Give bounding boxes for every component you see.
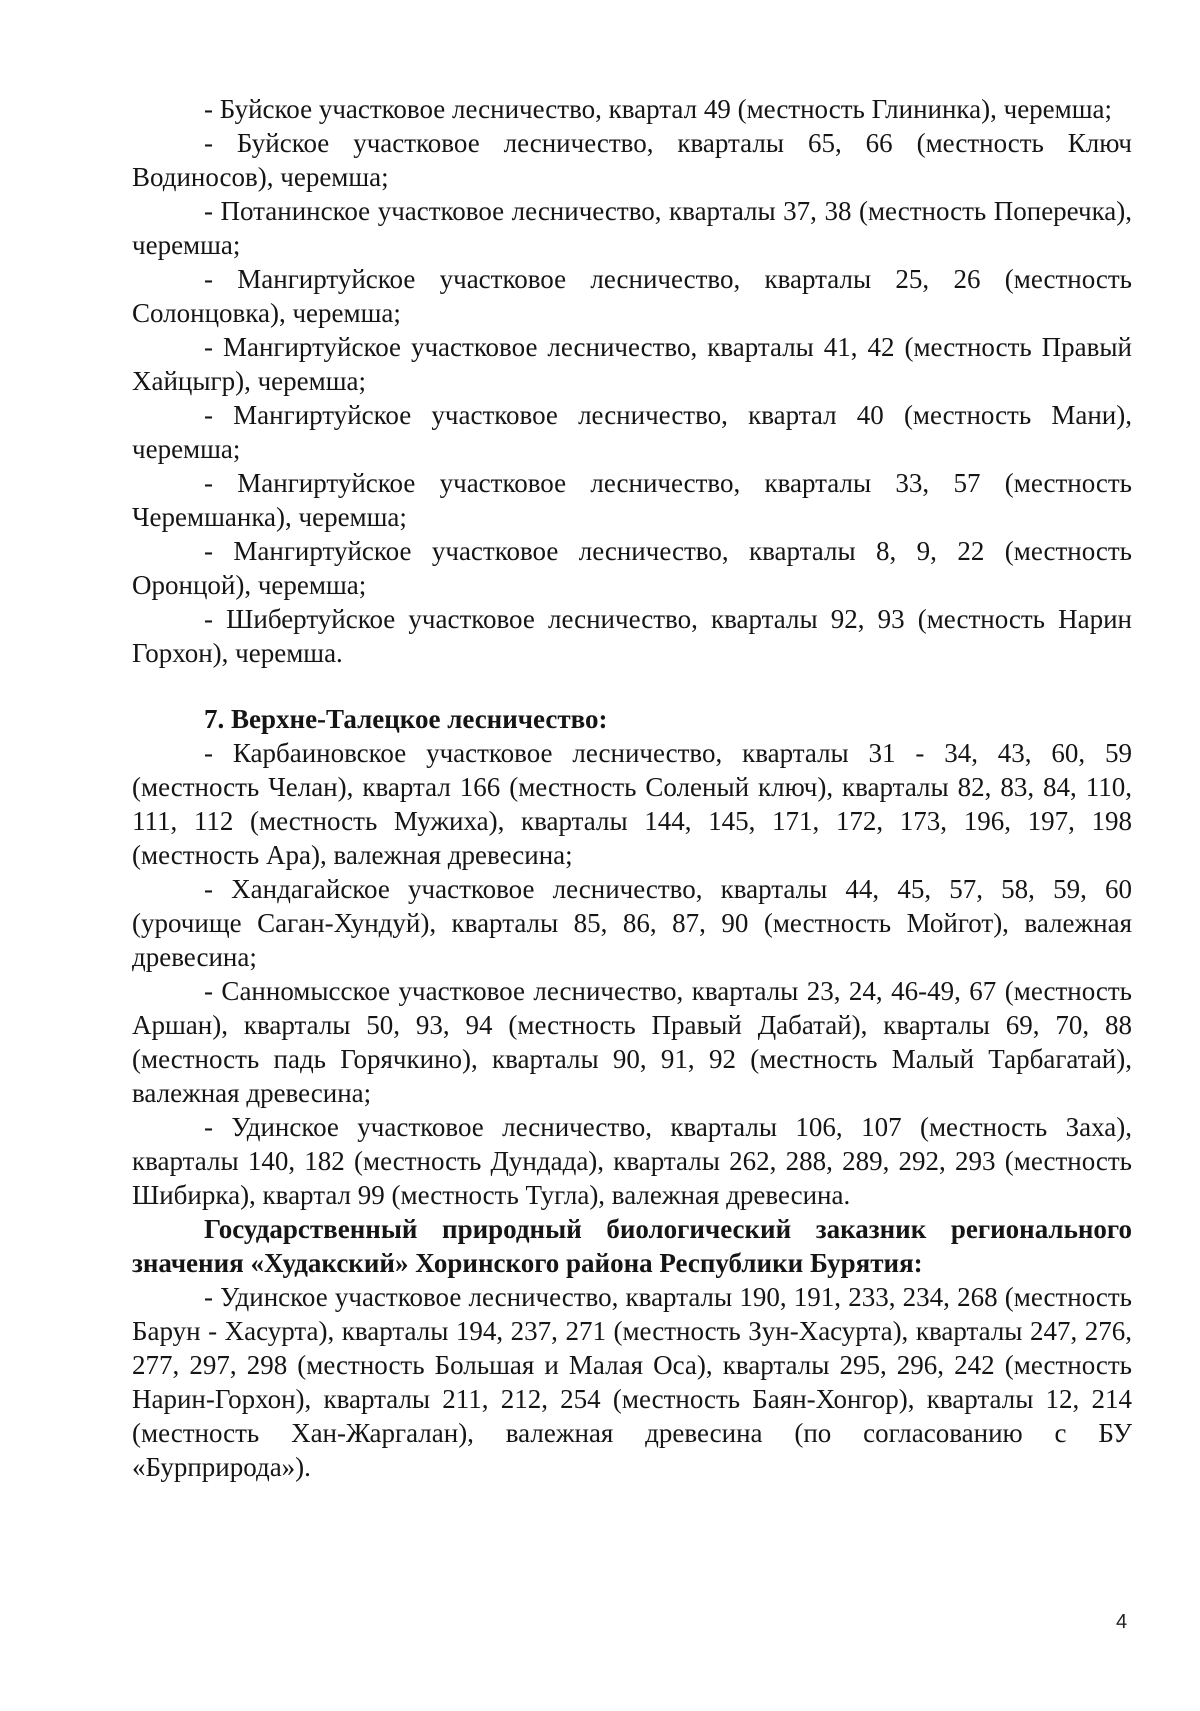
list-item: - Мангиртуйское участковое лесничество, кварталы 8, 9, 22 (местность Оронцой), черемша; xyxy=(132,536,1132,600)
reserve-heading: Государственный природный биологический заказник регионального значения «Худакский» Хоринского района Республики Бурятия: xyxy=(132,1214,1132,1278)
list-item: - Мангиртуйское участковое лесничество, квартал 40 (местность Мани), черемша; xyxy=(132,400,1132,464)
list-item: - Потанинское участковое лесничество, кварталы 37, 38 (местность Поперечка), черемша; xyxy=(132,196,1132,260)
list-item: - Шибертуйское участковое лесничество, кварталы 92, 93 (местность Нарин Горхон), черемша. xyxy=(132,604,1132,668)
list-item: - Мангиртуйское участковое лесничество, кварталы 25, 26 (местность Солонцовка), черемша; xyxy=(132,264,1132,328)
document-body xyxy=(132,92,1132,1484)
list-item: - Карбаиновское участковое лесничество, кварталы 31 - 34, 43, 60, 59 (местность Челан), квартал 166 (местность Соленый ключ), кварталы 82, 83, 84, 110, 111, 112 (местность Мужиха), кварталы 144, 145, 171, 172, 173, 196, 197, 198 (местность Ара), валежная древесина; xyxy=(132,738,1132,870)
list-item: - Буйское участковое лесничество, кварталы 65, 66 (местность Ключ Водиносов), черемша; xyxy=(132,128,1132,192)
list-item: - Санномысское участковое лесничество, кварталы 23, 24, 46-49, 67 (местность Аршан), кварталы 50, 93, 94 (местность Правый Дабатай), кварталы 69, 70, 88 (местность падь Горячкино), кварталы 90, 91, 92 (местность Малый Тарбагатай), валежная древесина; xyxy=(132,976,1132,1108)
list-item: - Мангиртуйское участковое лесничество, кварталы 33, 57 (местность Черемшанка), черемша; xyxy=(132,468,1132,532)
list-item: - Хандагайское участковое лесничество, кварталы 44, 45, 57, 58, 59, 60 (урочище Саган-Хундуй), кварталы 85, 86, 87, 90 (местность Мойгот), валежная древесина; xyxy=(132,874,1132,972)
list-item: - Буйское участковое лесничество, квартал 49 (местность Глининка), черемша; xyxy=(204,94,1113,124)
page-number: 4 xyxy=(1116,1611,1128,1633)
list-item: - Удинское участковое лесничество, кварталы 190, 191, 233, 234, 268 (местность Барун - Хасурта), кварталы 194, 237, 271 (местность Зун-Хасурта), кварталы 247, 276, 277, 297, 298 (местность Большая и Малая Оса), кварталы 295, 296, 242 (местность Нарин-Горхон), кварталы 211, 212, 254 (местность Баян-Хонгор), кварталы 12, 214 (местность Хан-Жаргалан), валежная древесина (по согласованию с БУ «Бурприрода»). xyxy=(132,1282,1132,1482)
section-heading-7: 7. Верхне-Талецкое лесничество: xyxy=(204,704,608,734)
list-item: - Удинское участковое лесничество, кварталы 106, 107 (местность Заха), кварталы 140, 182 (местность Дундада), кварталы 262, 288, 289, 292, 293 (местность Шибирка), квартал 99 (местность Тугла), валежная древесина. xyxy=(132,1112,1132,1210)
list-item: - Мангиртуйское участковое лесничество, кварталы 41, 42 (местность Правый Хайцыгр), черемша; xyxy=(132,332,1132,396)
